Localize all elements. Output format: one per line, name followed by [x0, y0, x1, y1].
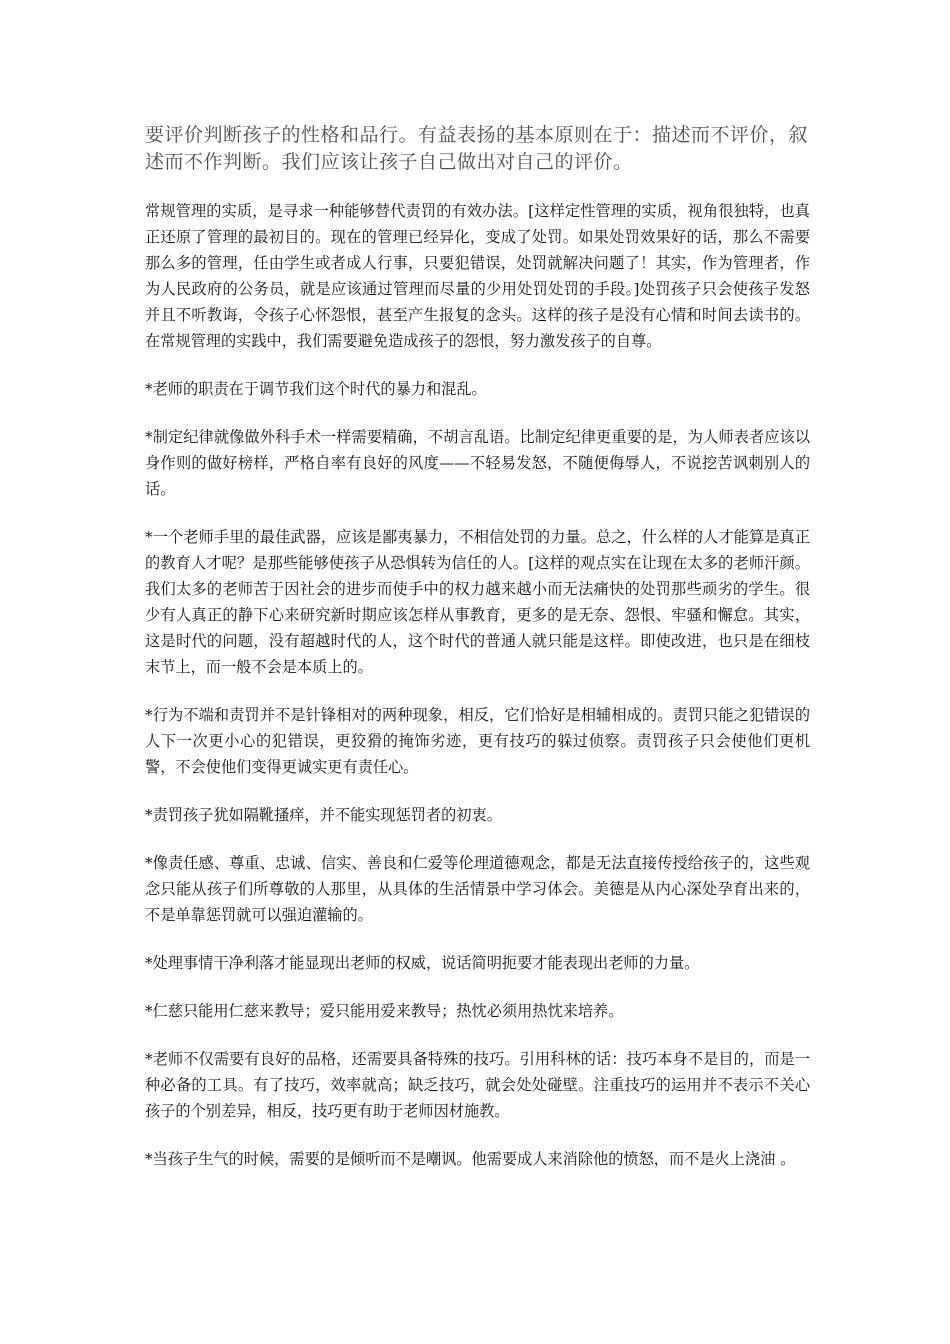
paragraph-punishment-futile: *责罚孩子犹如隔靴搔痒，并不能实现惩罚者的初衷。: [145, 806, 502, 824]
paragraph-angry-child: *当孩子生气的时候，需要的是倾听而不是嘲讽。他需要成人来消除他的愤怒，而不是火上浇油 。: [145, 1150, 796, 1168]
paragraph-moral-values: *像责任感、尊重、忠诚、信实、善良和仁爱等伦理道德观念，都是无法直接传授给孩子的，这些观念只能从孩子们所尊敬的人那里，从具体的生活情景中学习体会。美德是从内心深处孕育出来的，不是单靠惩罚就可以强迫灌输的。: [145, 854, 810, 924]
paragraph-teacher-duty: *老师的职责在于调节我们这个时代的暴力和混乱。: [145, 380, 487, 398]
paragraph-routine-management: 常规管理的实质，是寻求一种能够替代责罚的有效办法。[这样定性管理的实质，视角很独特，也真正还原了管理的最初目的。现在的管理已经异化，变成了处罚。如果处罚效果好的话，那么不需要那么多的管理，任由学生或者成人行事，只要犯错误，处罚就解决问题了！其实，作为管理者，作为人民政府的公务员，就是应该通过管理而尽量的少用处罚处罚的手段。]处罚孩子只会使孩子发怒并且不听教诲，令孩子心怀怨恨，甚至产生报复的念头。这样的孩子是没有心情和时间去读书的。在常规管理的实践中，我们需要避免造成孩子的怨恨，努力激发孩子的自尊。: [145, 202, 810, 350]
paragraph-kindness: *仁慈只能用仁慈来教导；爱只能用爱来教导；热忱必须用热忱来培养。: [145, 1002, 624, 1020]
lead-paragraph: 要评价判断孩子的性格和品行。有益表扬的基本原则在于：描述而不评价，叙述而不作判断。我们应该让孩子自己做出对自己的评价。: [145, 124, 809, 173]
paragraph-best-weapon: *一个老师手里的最佳武器，应该是鄙夷暴力，不相信处罚的力量。总之，什么样的人才能算是真正的教育人才呢？是那些能够使孩子从恐惧转为信任的人。[这样的观点实在让现在太多的老师汗颜。我们太多的老师苦于因社会的进步而使手中的权力越来越小而无法痛快的处罚那些顽劣的学生。很少有人真正的静下心来研究新时期应该怎样从事教育，更多的是无奈、怨恨、牢骚和懈怠。其实，这是时代的问题，没有超越时代的人，这个时代的普通人就只能是这样。即使改进，也只是在细枝末节上，而一般不会是本质上的。: [145, 528, 810, 676]
paragraph-teacher-authority: *处理事情干净利落才能显现出老师的权威，说话简明扼要才能表现出老师的力量。: [145, 954, 700, 972]
paragraph-misconduct-punishment: *行为不端和责罚并不是针锋相对的两种现象，相反，它们恰好是相辅相成的。责罚只能之犯错误的人下一次更小心的犯错误，更狡猾的掩饰劣迹，更有技巧的躲过侦察。责罚孩子只会使他们更机警，不会使他们变得更诚实更有责任心。: [145, 706, 810, 776]
paragraph-discipline-precision: *制定纪律就像做外科手术一样需要精确，不胡言乱语。比制定纪律更重要的是，为人师表者应该以身作则的做好榜样，严格自率有良好的风度——不轻易发怒，不随便侮辱人，不说挖苦讽刺别人的话。: [145, 428, 810, 498]
document-body: [145, 122, 810, 1194]
paragraph-teacher-skills: *老师不仅需要有良好的品格，还需要具备特殊的技巧。引用科林的话：技巧本身不是目的，而是一种必备的工具。有了技巧，效率就高；缺乏技巧，就会处处碰壁。注重技巧的运用并不表示不关心孩子的个别差异，相反，技巧更有助于老师因材施教。: [145, 1050, 810, 1120]
